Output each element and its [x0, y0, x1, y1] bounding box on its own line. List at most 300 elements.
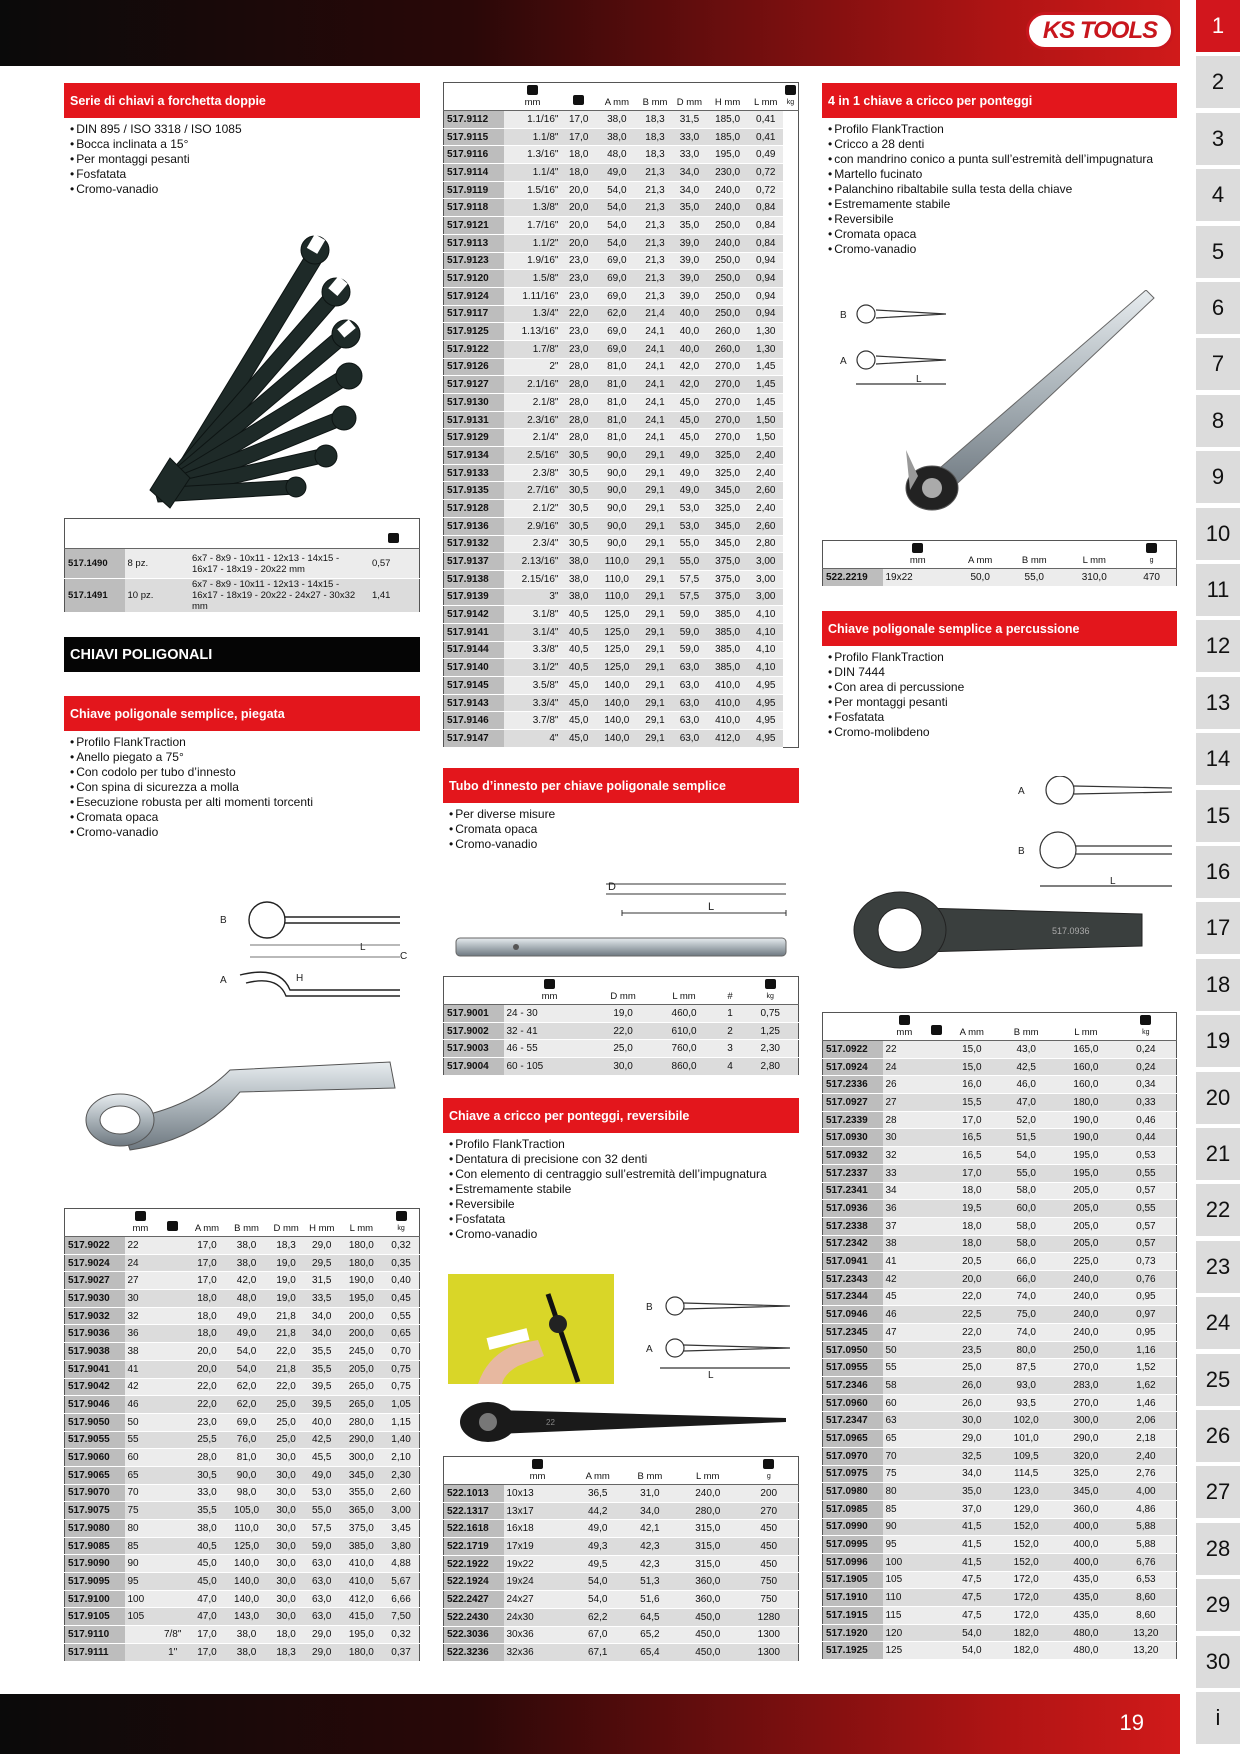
- chapter-tab-29[interactable]: 29: [1196, 1579, 1240, 1631]
- table-cell: 140,0: [596, 730, 638, 748]
- article-number: 517.9139: [444, 588, 504, 606]
- table-cell: 47,5: [947, 1607, 996, 1625]
- table-cell: 200,0: [340, 1307, 383, 1325]
- table-cell: 0,41: [749, 111, 783, 129]
- table-row: [823, 1111, 1177, 1129]
- chapter-tab-9[interactable]: 9: [1196, 451, 1240, 503]
- table-cell: 15,5: [947, 1094, 996, 1112]
- chapter-tab-10[interactable]: 10: [1196, 508, 1240, 560]
- table-cell: 2.5/16": [504, 447, 562, 465]
- chapter-tab-8[interactable]: 8: [1196, 395, 1240, 447]
- svg-text:B: B: [840, 310, 847, 321]
- table-cell: 270,0: [707, 411, 749, 429]
- table-cell: 385,0: [707, 623, 749, 641]
- table-cell: 38,0: [225, 1254, 268, 1272]
- table-cell: 50: [125, 1413, 157, 1431]
- table-cell: 63,0: [304, 1590, 340, 1608]
- table-cell: 0,97: [1116, 1306, 1177, 1324]
- table-row: [65, 1502, 420, 1520]
- table-cell: 45,0: [672, 429, 706, 447]
- table-cell: 35,0: [947, 1483, 996, 1501]
- table-cell: 26,0: [947, 1377, 996, 1395]
- table-cell: 115: [883, 1607, 927, 1625]
- table-cell: 5,88: [1116, 1518, 1177, 1536]
- article-number: 517.9046: [65, 1396, 125, 1414]
- article-number: 517.9119: [444, 181, 504, 199]
- table-row: [65, 1555, 420, 1573]
- table-cell: 280,0: [676, 1502, 740, 1520]
- table-cell: 17,0: [561, 128, 595, 146]
- table-cell: 29,1: [638, 641, 672, 659]
- table-row: [444, 1502, 799, 1520]
- table-cell: 64,5: [624, 1608, 676, 1626]
- bullet-item: • Estremamente stabile: [828, 197, 1178, 212]
- table-cell: 140,0: [596, 694, 638, 712]
- table-cell: 49,0: [672, 464, 706, 482]
- table-cell: 415,0: [340, 1608, 383, 1626]
- bullet-item: • Per montaggi pesanti: [70, 152, 420, 167]
- header-label: B mm: [642, 97, 668, 108]
- table-cell: [926, 1553, 947, 1571]
- bullet-item: • Cromata opaca: [449, 822, 799, 837]
- table-row: [444, 641, 799, 659]
- table-cell: 1: [718, 1005, 743, 1023]
- table-cell: 410,0: [707, 677, 749, 695]
- article-number: 517.1491: [65, 579, 125, 613]
- table-cell: 30,0: [268, 1502, 304, 1520]
- table-cell: 81,0: [225, 1449, 268, 1467]
- table-cell: [156, 1254, 189, 1272]
- table-cell: 35,0: [672, 199, 706, 217]
- table-cell: 34: [883, 1182, 927, 1200]
- table-cell: 360,0: [676, 1591, 740, 1609]
- table-cell: 47: [883, 1324, 927, 1342]
- table-cell: 24,1: [638, 340, 672, 358]
- svg-text:A: A: [220, 975, 227, 986]
- table-row: [823, 1129, 1177, 1147]
- chapter-tab-21[interactable]: 21: [1196, 1128, 1240, 1180]
- table-cell: 250,0: [707, 252, 749, 270]
- article-number: 522.1924: [444, 1573, 504, 1591]
- article-number: 517.2342: [823, 1235, 883, 1253]
- article-number: 517.0955: [823, 1359, 883, 1377]
- chapter-tab-20[interactable]: 20: [1196, 1072, 1240, 1124]
- table-row: [65, 1413, 420, 1431]
- chapter-tab-11[interactable]: 11: [1196, 564, 1240, 616]
- chapter-tab-7[interactable]: 7: [1196, 338, 1240, 390]
- table-cell: 325,0: [707, 447, 749, 465]
- table-cell: 41,5: [947, 1553, 996, 1571]
- table-cell: 325,0: [707, 500, 749, 518]
- table-cell: 54,0: [996, 1147, 1056, 1165]
- inch-size-icon: [931, 1025, 942, 1035]
- table-row: [444, 1005, 799, 1023]
- svg-text:B: B: [220, 915, 227, 926]
- table-cell: 1.7/16": [504, 217, 562, 235]
- ratchet-reversible-diagram: [640, 1290, 800, 1380]
- inch-size-icon: [573, 95, 584, 105]
- table-cell: 60 - 105: [504, 1058, 596, 1076]
- header-cell: [340, 1209, 383, 1237]
- chapter-tab-17[interactable]: 17: [1196, 902, 1240, 954]
- table-cell: 0,75: [383, 1378, 419, 1396]
- table-row: [65, 1237, 420, 1255]
- svg-text:A: A: [1018, 786, 1025, 797]
- table-cell: 58,0: [996, 1235, 1056, 1253]
- chapter-tab-3[interactable]: 3: [1196, 113, 1240, 165]
- table-row: [823, 1041, 1177, 1059]
- chapter-tab-23[interactable]: 23: [1196, 1241, 1240, 1293]
- table-cell: [926, 1341, 947, 1359]
- table-cell: 29,1: [638, 517, 672, 535]
- table-cell: 20,0: [561, 181, 595, 199]
- table-cell: 1,41: [369, 579, 420, 613]
- chapter-tab-22[interactable]: 22: [1196, 1184, 1240, 1236]
- table-row: [823, 1553, 1177, 1571]
- table-cell: 0,32: [383, 1626, 419, 1644]
- chapter-tab-19[interactable]: 19: [1196, 1015, 1240, 1067]
- article-number: 517.2341: [823, 1182, 883, 1200]
- table-cell: 250,0: [707, 217, 749, 235]
- table-cell: 125: [883, 1642, 927, 1660]
- weight-icon: [763, 1459, 774, 1469]
- table-cell: 47,5: [947, 1571, 996, 1589]
- table-cell: 93,0: [996, 1377, 1056, 1395]
- table-cell: 105,0: [225, 1502, 268, 1520]
- table-cell: 75: [125, 1502, 157, 1520]
- header-cell: [444, 977, 504, 1005]
- chapter-tab-1[interactable]: 1: [1196, 0, 1240, 52]
- table-cell: 1,05: [383, 1396, 419, 1414]
- table-cell: 90,0: [225, 1466, 268, 1484]
- bullet-list-double-open: [70, 122, 420, 197]
- table-cell: 49,0: [672, 447, 706, 465]
- table-cell: 1.13/16": [504, 323, 562, 341]
- section-title-bent-ring: Chiave poligonale semplice, piegata: [64, 696, 420, 731]
- bullet-item: • Profilo FlankTraction: [70, 735, 420, 750]
- table-cell: 240,0: [1056, 1288, 1116, 1306]
- table-bent-ring: [64, 1208, 420, 1662]
- table-cell: 0,84: [749, 234, 783, 252]
- header-cell: [304, 1209, 340, 1237]
- header-label: A mm: [604, 97, 629, 108]
- table-cell: 410,0: [340, 1555, 383, 1573]
- table-row: [823, 1483, 1177, 1501]
- brand-logo-text: KS TOOLS: [1042, 17, 1158, 44]
- header-label: mm: [896, 1027, 913, 1038]
- article-number: 517.9124: [444, 287, 504, 305]
- table-cell: 90,0: [596, 517, 638, 535]
- table-cell: 1,45: [749, 394, 783, 412]
- chapter-tab-6[interactable]: 6: [1196, 282, 1240, 334]
- table-cell: 345,0: [707, 482, 749, 500]
- table-cell: 58,0: [996, 1182, 1056, 1200]
- table-cell: 54,0: [572, 1573, 624, 1591]
- table-cell: 32: [883, 1147, 927, 1165]
- table-cell: 230,0: [707, 164, 749, 182]
- chapter-tab-28[interactable]: 28: [1196, 1523, 1240, 1575]
- table-cell: 2,06: [1116, 1412, 1177, 1430]
- table-cell: 80,0: [996, 1341, 1056, 1359]
- table-cell: 29,1: [638, 570, 672, 588]
- table-cell: 1,50: [749, 411, 783, 429]
- table-cell: 190,0: [1056, 1111, 1116, 1129]
- table-cell: [926, 1430, 947, 1448]
- table-cell: 2.1/8": [504, 394, 562, 412]
- table-row: [823, 1412, 1177, 1430]
- table-cell: 320,0: [1056, 1447, 1116, 1465]
- header-label: A mm: [959, 1027, 984, 1038]
- svg-text:L: L: [360, 942, 366, 953]
- table-cell: 24,1: [638, 358, 672, 376]
- chapter-tab-5[interactable]: 5: [1196, 226, 1240, 278]
- table-cell: 39,0: [672, 252, 706, 270]
- table-cell: 1.7/8": [504, 340, 562, 358]
- table-cell: 29,0: [304, 1237, 340, 1255]
- table-row: [444, 287, 799, 305]
- header-cell: [883, 1013, 927, 1041]
- article-number: 517.0990: [823, 1518, 883, 1536]
- table-cell: [926, 1642, 947, 1660]
- table-cell: 283,0: [1056, 1377, 1116, 1395]
- table-cell: 19,0: [268, 1272, 304, 1290]
- table-cell: 30,0: [268, 1537, 304, 1555]
- table-cell: 3,00: [383, 1502, 419, 1520]
- chapter-tab-30[interactable]: 30: [1196, 1636, 1240, 1688]
- table-cell: 15,0: [947, 1041, 996, 1059]
- chapter-tab-4[interactable]: 4: [1196, 169, 1240, 221]
- table-cell: 30,0: [596, 1058, 651, 1076]
- table-cell: 110,0: [596, 588, 638, 606]
- impact-wrench-image: [852, 890, 1152, 972]
- table-row: [823, 1182, 1177, 1200]
- table-cell: 65,2: [624, 1626, 676, 1644]
- weight-icon: [396, 1211, 407, 1221]
- table-row: [444, 1485, 799, 1503]
- chapter-tab-15[interactable]: 15: [1196, 790, 1240, 842]
- table-cell: 29,1: [638, 464, 672, 482]
- table-cell: 0,46: [1116, 1111, 1177, 1129]
- header-label: A mm: [585, 1471, 610, 1482]
- article-number: 517.9132: [444, 535, 504, 553]
- table-cell: 143,0: [225, 1608, 268, 1626]
- table-cell: 240,0: [1056, 1270, 1116, 1288]
- table-cell: 49,0: [225, 1325, 268, 1343]
- wrench-set-image: [110, 228, 380, 510]
- chapter-tab-13[interactable]: 13: [1196, 677, 1240, 729]
- table-cell: 5,67: [383, 1573, 419, 1591]
- table-cell: 6,76: [1116, 1553, 1177, 1571]
- table-row: [444, 482, 799, 500]
- article-number: 517.9004: [444, 1058, 504, 1076]
- article-number: 517.1920: [823, 1624, 883, 1642]
- table-cell: 0,75: [383, 1360, 419, 1378]
- article-number: 517.9131: [444, 411, 504, 429]
- article-number: 517.0985: [823, 1500, 883, 1518]
- table-cell: 4,95: [749, 677, 783, 695]
- table-cell: [926, 1111, 947, 1129]
- table-cell: 2,80: [749, 535, 783, 553]
- header-label: mm: [529, 1471, 546, 1482]
- table-cell: [156, 1237, 189, 1255]
- table-cell: 22,0: [189, 1378, 225, 1396]
- table-cell: 260,0: [707, 340, 749, 358]
- table-cell: 2,60: [383, 1484, 419, 1502]
- table-cell: 21,8: [268, 1360, 304, 1378]
- table-cell: 19,0: [596, 1005, 651, 1023]
- table-cell: 21,4: [638, 305, 672, 323]
- section-title-4in1: 4 in 1 chiave a cricco per ponteggi: [822, 83, 1177, 118]
- bullet-item: • Profilo FlankTraction: [828, 650, 1178, 665]
- table-cell: [926, 1306, 947, 1324]
- bullet-item: • Anello piegato a 75°: [70, 750, 420, 765]
- table-row: [823, 1571, 1177, 1589]
- article-number: 517.0960: [823, 1394, 883, 1412]
- header-unit: kg: [766, 993, 774, 1000]
- table-cell: 38,0: [596, 128, 638, 146]
- article-number: 522.1719: [444, 1538, 504, 1556]
- table-cell: 4: [718, 1058, 743, 1076]
- ratchet-reversible-image: [456, 1396, 796, 1444]
- table-row: [444, 1591, 799, 1609]
- table-cell: 40,5: [561, 641, 595, 659]
- table-cell: 34,0: [947, 1465, 996, 1483]
- article-number: 517.9125: [444, 323, 504, 341]
- table-row: [444, 270, 799, 288]
- chapter-tab-25[interactable]: 25: [1196, 1354, 1240, 1406]
- chapter-tab-14[interactable]: 14: [1196, 733, 1240, 785]
- table-cell: 400,0: [1056, 1553, 1116, 1571]
- table-cell: 270,0: [707, 429, 749, 447]
- chapter-tab-24[interactable]: 24: [1196, 1297, 1240, 1349]
- table-cell: 4,10: [749, 623, 783, 641]
- table-cell: 360,0: [676, 1573, 740, 1591]
- table-cell: 110,0: [225, 1520, 268, 1538]
- table-cell: [156, 1590, 189, 1608]
- table-cell: 205,0: [1056, 1235, 1116, 1253]
- table-cell: 140,0: [225, 1590, 268, 1608]
- table-cell: 1.1/4": [504, 164, 562, 182]
- table-cell: 18,0: [189, 1325, 225, 1343]
- article-number: 517.9003: [444, 1040, 504, 1058]
- table-cell: 54,0: [596, 217, 638, 235]
- table-cell: 75: [883, 1465, 927, 1483]
- table-cell: 182,0: [996, 1624, 1056, 1642]
- svg-text:22: 22: [546, 1418, 555, 1427]
- chapter-tab-16[interactable]: 16: [1196, 846, 1240, 898]
- table-cell: 1.11/16": [504, 287, 562, 305]
- chapter-tab-12[interactable]: 12: [1196, 620, 1240, 672]
- table-cell: 260,0: [707, 323, 749, 341]
- article-number: 517.9127: [444, 376, 504, 394]
- table-cell: 70: [125, 1484, 157, 1502]
- table-cell: [156, 1537, 189, 1555]
- table-cell: [156, 1325, 189, 1343]
- table-cell: 23,0: [561, 287, 595, 305]
- table-cell: 22,0: [268, 1378, 304, 1396]
- bullet-item: • con mandrino conico a punta sull’estremità dell’impugnatura: [828, 152, 1178, 167]
- table-cell: 41,5: [947, 1536, 996, 1554]
- header-label: L mm: [1074, 1027, 1098, 1038]
- table-cell: 1.3/16": [504, 146, 562, 164]
- table-row: [65, 1325, 420, 1343]
- table-row: [823, 1447, 1177, 1465]
- article-number: 517.9146: [444, 712, 504, 730]
- table-row: [444, 694, 799, 712]
- chapter-tab-2[interactable]: 2: [1196, 56, 1240, 108]
- table-cell: 67,0: [572, 1626, 624, 1644]
- table-cell: 55,0: [672, 553, 706, 571]
- table-cell: 60: [883, 1394, 927, 1412]
- table-cell: [926, 1412, 947, 1430]
- article-number: 517.2346: [823, 1377, 883, 1395]
- svg-text:L: L: [708, 901, 715, 913]
- table-cell: 26: [883, 1076, 927, 1094]
- chapter-tab-27[interactable]: 27: [1196, 1466, 1240, 1518]
- table-cell: 69,0: [596, 340, 638, 358]
- article-number: 517.1925: [823, 1642, 883, 1660]
- table-cell: 38,0: [561, 570, 595, 588]
- table-cell: 270,0: [1056, 1359, 1116, 1377]
- table-cell: 17,0: [189, 1254, 225, 1272]
- table-cell: 0,72: [749, 181, 783, 199]
- chapter-tab-i[interactable]: i: [1196, 1692, 1240, 1744]
- table-cell: 49,0: [304, 1466, 340, 1484]
- table-cell: 250,0: [707, 270, 749, 288]
- table-cell: 45,0: [672, 411, 706, 429]
- table-cell: 20,0: [947, 1270, 996, 1288]
- table-cell: 30,5: [561, 447, 595, 465]
- table-cell: 45,5: [304, 1449, 340, 1467]
- table-cell: [125, 1643, 157, 1661]
- table-row: [444, 394, 799, 412]
- table-cell: 1,45: [749, 376, 783, 394]
- header-cell: [953, 541, 1007, 569]
- table-cell: 24x30: [504, 1608, 572, 1626]
- table-cell: 40,5: [561, 659, 595, 677]
- header-band: [0, 0, 1180, 66]
- table-cell: 375,0: [707, 588, 749, 606]
- header-cell: [926, 1013, 947, 1041]
- table-cell: 55,0: [1007, 569, 1061, 587]
- table-cell: 42,0: [672, 358, 706, 376]
- table-cell: 63,0: [672, 712, 706, 730]
- chapter-tab-26[interactable]: 26: [1196, 1410, 1240, 1462]
- article-number: 517.9041: [65, 1360, 125, 1378]
- table-cell: 270,0: [707, 358, 749, 376]
- header-label: A mm: [194, 1223, 220, 1234]
- table-cell: 31,0: [624, 1485, 676, 1503]
- table-cell: 58,0: [996, 1217, 1056, 1235]
- table-cell: [156, 1272, 189, 1290]
- bullet-item: • Cromata opaca: [828, 227, 1178, 242]
- table-cell: 13,20: [1116, 1642, 1177, 1660]
- header-label: #: [727, 991, 733, 1002]
- table-cell: 28,0: [561, 376, 595, 394]
- table-row: [444, 535, 799, 553]
- table-row: [823, 1642, 1177, 1660]
- chapter-tab-18[interactable]: 18: [1196, 959, 1240, 1011]
- table-cell: 45,0: [189, 1573, 225, 1591]
- table-cell: 29,0: [304, 1643, 340, 1661]
- table-row: [823, 1500, 1177, 1518]
- table-row: [65, 1466, 420, 1484]
- article-number: 517.9080: [65, 1520, 125, 1538]
- header-cell: [572, 1457, 624, 1485]
- article-number: 517.9137: [444, 553, 504, 571]
- article-number: 517.9134: [444, 447, 504, 465]
- article-number: 517.1910: [823, 1589, 883, 1607]
